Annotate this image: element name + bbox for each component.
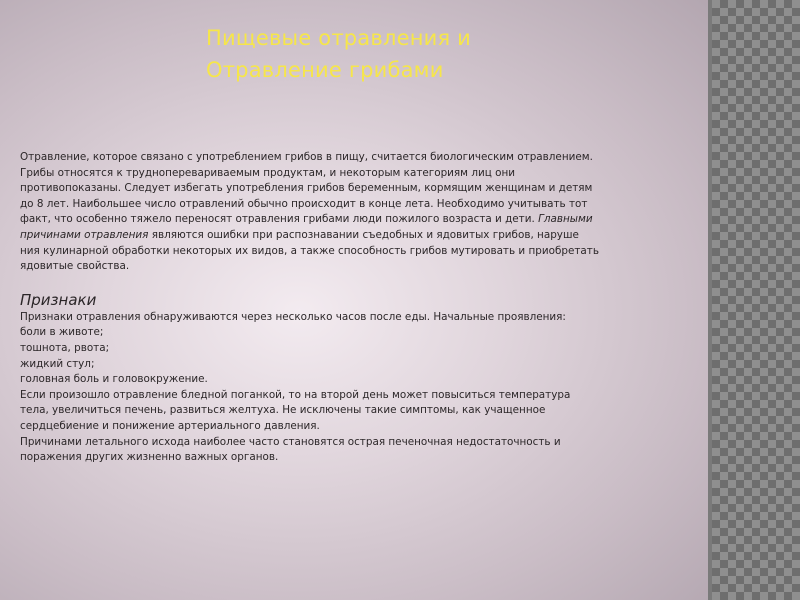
signs-intro-line: Признаки отравления обнаруживаются через несколько часов после еды. Начальные проявления: xyxy=(20,310,566,323)
symptom-item: тошнота, рвота; xyxy=(20,341,110,354)
symptom-item: головная боль и головокружение. xyxy=(20,373,208,386)
intro-emphasis: Главными причинами отравления xyxy=(20,213,593,241)
fatal-causes-paragraph: Причинами летального исхода наиболее часто становятся острая печеночная недостаточность и поражения других жизненно важных органов. xyxy=(20,435,561,464)
signs-list xyxy=(20,310,600,466)
death-cap-paragraph: Если произошло отравление бледной поганкой, то на второй день может повыситься температура тела, увеличиться печень, развиться желтуха. Не исключены такие симптомы, как учащенное сердцебиение и понижение артериального давления. xyxy=(20,388,571,432)
intro-text-continued: являются ошибки при распознавании съедобных и ядовитых грибов, наруше ния кулинарной обработки некоторых их видов, а также способность грибов мутировать и приобретать ядовитые свойства. xyxy=(20,228,599,273)
intro-paragraph xyxy=(20,150,600,275)
side-pattern-strip xyxy=(712,0,800,600)
title-line-2: Отравление грибами xyxy=(206,58,444,82)
slide-body xyxy=(20,150,600,466)
symptom-item: боли в животе; xyxy=(20,326,104,339)
slide-title xyxy=(206,22,686,86)
intro-text: Отравление, которое связано с употреблением грибов в пищу, считается биологическим отравлением. Грибы относятся к трудноперевариваемым продуктам, и некоторым категориям лиц они противопоказаны. Следует избегать употребления грибов беременным, кормящим женщинам и детям до 8 лет. Наибольшее число отравлений обычно происходит в конце лета. Необходимо учитывать тот факт, что особенно тяжело переносят отравления грибами люди пожилого возраста и дети. xyxy=(20,151,593,226)
title-line-1: Пищевые отравления и xyxy=(206,26,472,50)
symptom-item: жидкий стул; xyxy=(20,357,95,370)
signs-heading: Признаки xyxy=(20,290,97,309)
